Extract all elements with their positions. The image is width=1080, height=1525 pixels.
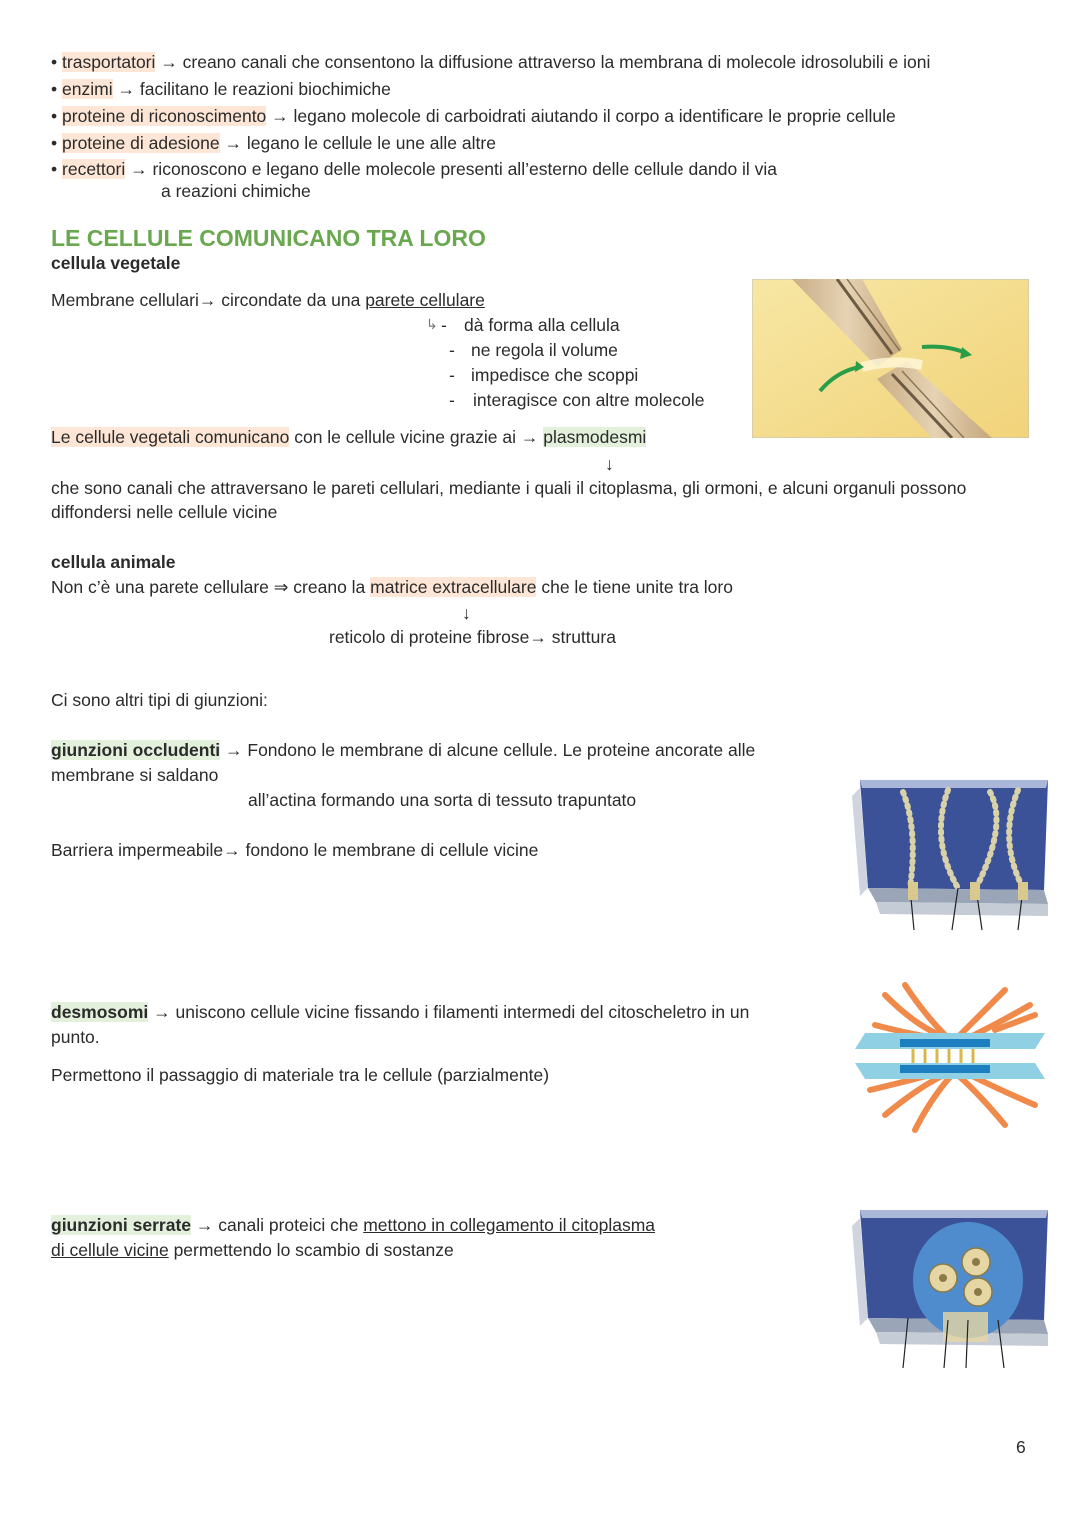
gap-junction-illustration: [848, 1200, 1050, 1370]
bullet-term: proteine di riconoscimento: [62, 106, 267, 126]
desmosomi-term: desmosomi: [51, 1002, 149, 1022]
occludenti-line-3: all’actina formando una sorta di tessuto trapuntato: [248, 790, 637, 810]
subtitle-animale: cellula animale: [51, 552, 176, 572]
section-title: LE CELLULE COMUNICANO TRA LORO: [51, 225, 486, 251]
serrate-underlined-1: mettono in collegamento il citoplasma: [363, 1215, 656, 1235]
bullet-term: trasportatori: [62, 52, 156, 72]
membrane-line: [51, 290, 485, 311]
bullet-arrow: →: [224, 133, 243, 153]
comunicano-highlight: Le cellule vegetali comunicano: [51, 427, 290, 447]
desmosomi-text: → uniscono cellule vicine fissando i filamenti intermedi del citoscheletro in un: [148, 1002, 750, 1022]
bullet-arrow: →: [130, 159, 148, 179]
membrane-prefix: Membrane cellulari→ circondate da una: [51, 290, 366, 310]
plasmodesmi-illustration: [752, 279, 1029, 438]
bullet-continuation: a reazioni chimiche: [161, 181, 311, 201]
occludenti-term: giunzioni occludenti: [51, 740, 221, 760]
occludenti-text: → Fondono le membrane di alcune cellule. Le proteine ancorate alle: [220, 740, 756, 760]
comunicano-line: [51, 427, 646, 448]
matrice-suffix: che le tiene unite tra loro: [536, 577, 733, 597]
list-dash: -: [449, 390, 455, 410]
desmosomi-line-2: punto.: [51, 1027, 100, 1047]
serrate-term: giunzioni serrate: [51, 1215, 192, 1235]
parete-item-3: impedisce che scoppi: [471, 365, 639, 385]
serrate-underlined-2: di cellule vicine: [51, 1240, 169, 1260]
subtitle-vegetale: cellula vegetale: [51, 253, 181, 273]
parete-cellulare: parete cellulare: [365, 290, 485, 310]
parete-item-2: ne regola il volume: [471, 340, 618, 360]
occludenti-line-2: membrane si saldano: [51, 765, 219, 785]
bullet-item-recettori: [51, 159, 777, 180]
bullet-arrow: →: [271, 106, 289, 126]
desmosomi-line-3: Permettono il passaggio di materiale tra le cellule (parzialmente): [51, 1065, 550, 1085]
bullet-term: proteine di adesione: [62, 133, 220, 153]
reticolo-line: reticolo di proteine fibrose→ struttura: [329, 627, 616, 647]
bullet-item-trasportatori: [51, 52, 930, 73]
desmosomi-line: [51, 1002, 749, 1023]
bullet-item-riconoscimento: [51, 106, 896, 127]
bullet-glyph: •: [51, 159, 58, 179]
altri-tipi-line: Ci sono altri tipi di giunzioni:: [51, 690, 268, 710]
canali-line-2: diffondersi nelle cellule vicine: [51, 502, 278, 522]
parete-item-1: dà forma alla cellula: [464, 315, 620, 335]
serrate-rest: permettendo lo scambio di sostanze: [168, 1240, 454, 1260]
bullet-glyph: •: [51, 133, 58, 153]
list-dash: -: [441, 315, 447, 335]
bullet-glyph: •: [51, 106, 58, 126]
serrate-text: → canali proteici che: [191, 1215, 364, 1235]
bullet-text: facilitano le reazioni biochimiche: [139, 79, 391, 99]
canali-line-1: che sono canali che attraversano le pareti cellulari, mediante i quali il citoplasma, gli ormoni, e alcuni organuli possono: [51, 478, 967, 498]
return-arrow-icon: ↳: [426, 316, 438, 332]
bullet-glyph: •: [51, 52, 58, 72]
list-dash: -: [449, 365, 455, 385]
bullet-text: legano le cellule le une alle altre: [246, 133, 496, 153]
matrice-prefix: Non c’è una parete cellulare ⇒ creano la: [51, 577, 371, 597]
bullet-text: legano molecole di carboidrati aiutando il corpo a identificare le proprie cellule: [293, 106, 896, 126]
bullet-term: enzimi: [62, 79, 113, 99]
comunicano-text: con le cellule vicine grazie ai →: [289, 427, 544, 447]
bullet-arrow: →: [117, 79, 135, 99]
desmosome-illustration: [845, 975, 1050, 1137]
tight-junction-illustration: [848, 770, 1050, 932]
occludenti-line: [51, 740, 755, 761]
matrice-line: [51, 577, 733, 598]
bullet-term: recettori: [62, 159, 126, 179]
down-arrow-icon: ↓: [605, 454, 614, 474]
bullet-glyph: •: [51, 79, 58, 99]
page-number: 6: [1016, 1437, 1026, 1457]
bullet-text: riconoscono e legano delle molecole presenti all’esterno delle cellule dando il via: [152, 159, 778, 179]
plasmodesmi-term: plasmodesmi: [543, 427, 647, 447]
down-arrow-icon: ↓: [462, 603, 471, 623]
bullet-text: creano canali che consentono la diffusione attraverso la membrana di molecole idrosolubili e ioni: [182, 52, 931, 72]
bullet-item-adesione: [51, 133, 496, 154]
list-dash: -: [449, 340, 455, 360]
bullet-arrow: →: [160, 52, 178, 72]
matrice-term: matrice extracellulare: [370, 577, 537, 597]
parete-item-4: interagisce con altre molecole: [473, 390, 705, 410]
barriera-line: Barriera impermeabile→ fondono le membrane di cellule vicine: [51, 840, 539, 860]
serrate-line-2: [51, 1240, 454, 1261]
bullet-item-enzimi: [51, 79, 391, 100]
serrate-line: [51, 1215, 655, 1236]
